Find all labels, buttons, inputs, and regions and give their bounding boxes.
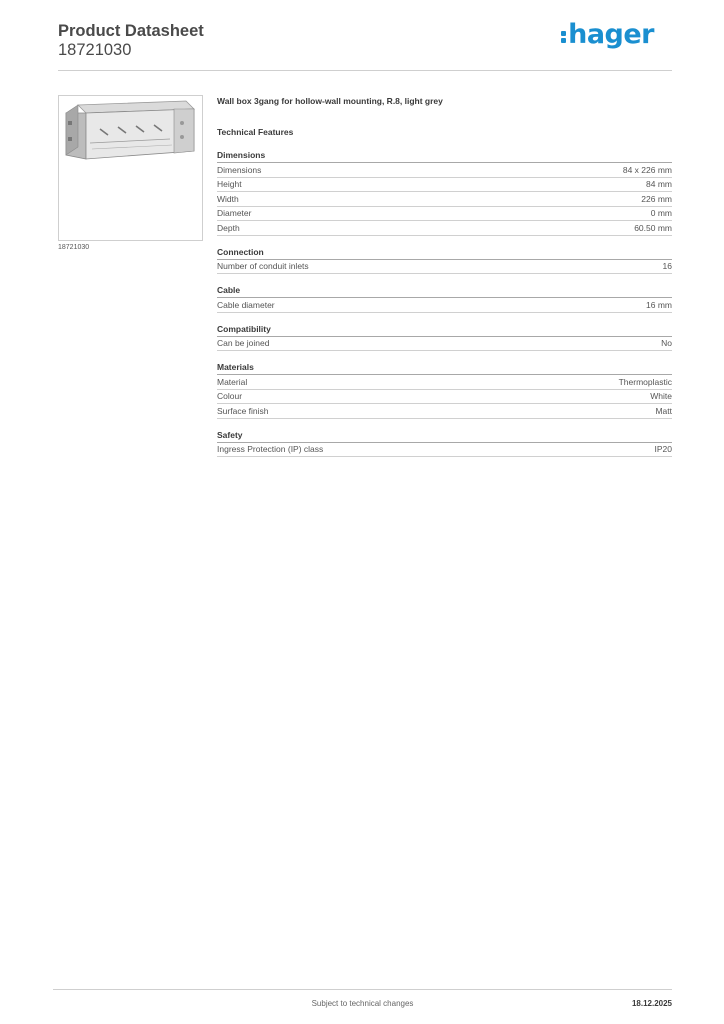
spec-label: Width [217,193,239,204]
page-title: Product Datasheet [58,22,204,40]
spec-value: No [661,338,672,349]
product-image-frame [58,95,203,241]
section-dimensions [217,149,672,236]
spec-value: 0 mm [650,208,672,219]
spec-row [217,337,672,352]
technical-features-title: Technical Features [217,127,294,137]
spec-row [217,375,672,390]
page-header [58,20,672,71]
spec-value: Matt [655,405,672,416]
section-title: Cable [217,284,672,298]
spec-value: 16 [662,261,672,272]
section-safety [217,429,672,458]
spec-label: Ingress Protection (IP) class [217,444,324,455]
spec-label: Surface finish [217,405,269,416]
spec-label: Colour [217,391,243,402]
spec-label: Depth [217,222,240,233]
spec-row [217,221,672,236]
spec-label: Dimensions [217,164,262,175]
spec-row [217,178,672,193]
page-footer [53,989,672,1014]
hager-logo [561,21,654,48]
spec-label: Diameter [217,208,252,219]
spec-label: Cable diameter [217,299,275,310]
spec-label: Number of conduit inlets [217,261,309,272]
footer-note: Subject to technical changes [311,999,414,1008]
spec-row [217,404,672,419]
spec-value: White [650,391,672,402]
logo-colon-icon [561,31,566,43]
spec-row [217,443,672,458]
logo-text: hager [568,19,654,50]
spec-row [217,192,672,207]
spec-label: Material [217,376,248,387]
section-materials [217,361,672,419]
spec-row [217,163,672,178]
spec-label: Height [217,179,242,190]
section-title: Dimensions [217,149,672,163]
spec-value: 226 mm [641,193,672,204]
wall-box-image [62,99,198,167]
section-title: Compatibility [217,323,672,337]
datasheet-content [217,93,672,457]
spec-value: Thermoplastic [618,376,672,387]
spec-row [217,390,672,405]
section-compatibility [217,323,672,352]
section-title: Materials [217,361,672,375]
spec-value: IP20 [654,444,672,455]
product-image-caption: 18721030 [58,244,90,251]
footer-date: 18.12.2025 [631,999,672,1008]
spec-value: 60.50 mm [634,222,672,233]
section-title: Connection [217,246,672,260]
spec-row [217,260,672,275]
spec-value: 84 mm [646,179,672,190]
section-title: Safety [217,429,672,443]
spec-label: Can be joined [217,338,270,349]
section-connection [217,246,672,275]
product-description: Wall box 3gang for hollow-wall mounting, R.8, light grey [217,96,443,106]
section-cable [217,284,672,313]
article-number: 18721030 [58,41,132,59]
spec-value: 84 x 226 mm [622,164,672,175]
spec-row [217,298,672,313]
spec-row [217,207,672,222]
spec-value: 16 mm [646,299,672,310]
